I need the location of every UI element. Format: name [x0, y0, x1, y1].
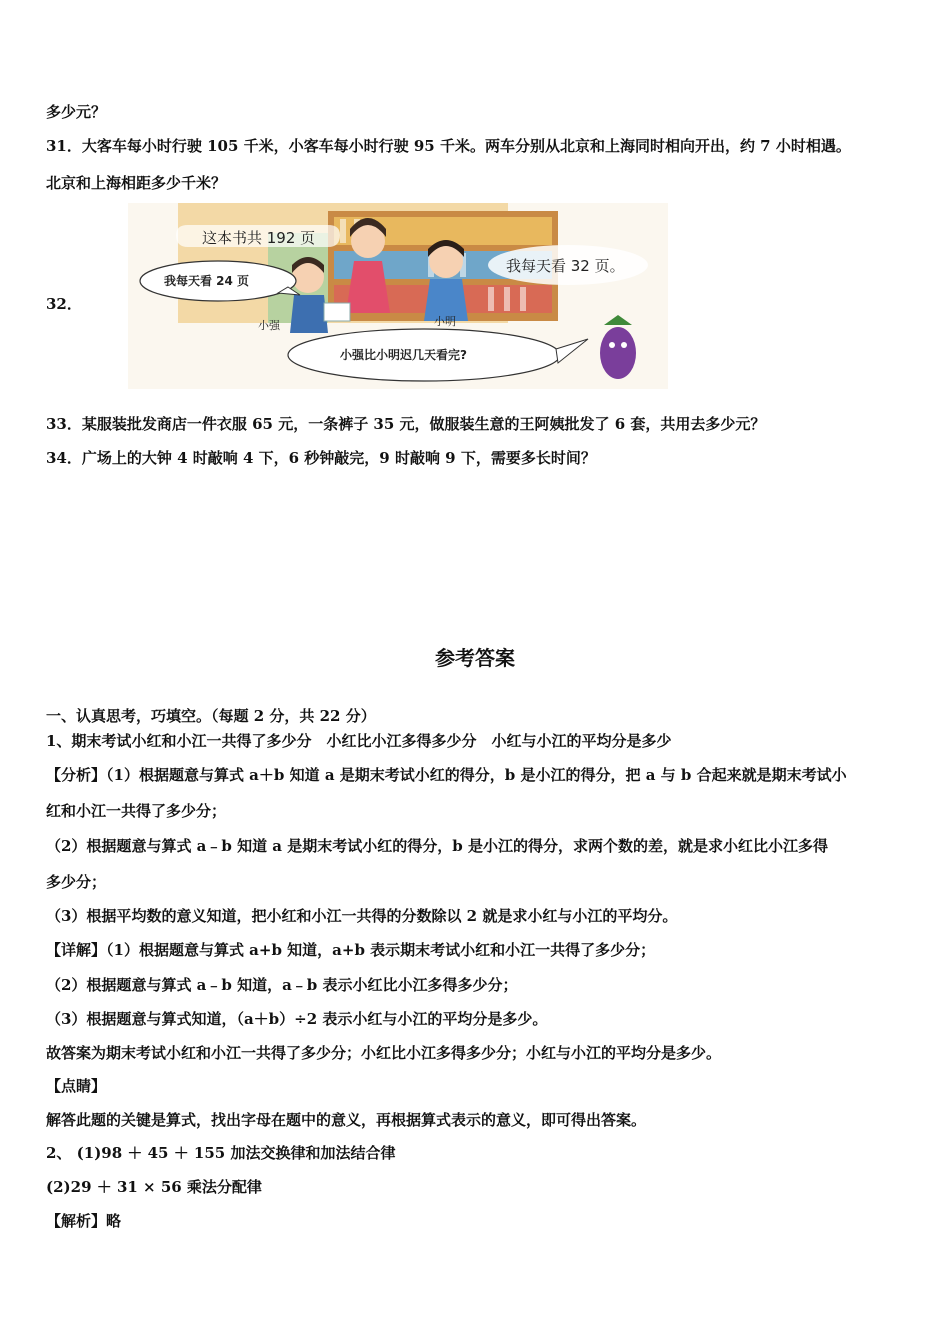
- answers-title: 参考答案: [435, 646, 515, 670]
- answer-1-detail-3: （3）根据题意与算式知道，（a＋b）÷2 表示小红与小江的平均分是多少。: [46, 1010, 548, 1028]
- bubble-xiaoming-text: 我每天看 32 页。: [506, 257, 625, 275]
- answer-1-detail-2: （2）根据题意与算式 a﹣b 知道，a﹣b 表示小红比小江多得多少分；: [46, 976, 518, 994]
- q32-number: 32．: [46, 295, 82, 313]
- answer-1-analysis-2b: 多少分；: [46, 873, 107, 891]
- q31-line1: 31．大客车每小时行驶 105 千米，小客车每小时行驶 95 千米。两车分别从北京和上海同时相向开出，约 7 小时相遇。: [46, 137, 851, 155]
- answer-1-detail-1: 【详解】（1）根据题意与算式 a+b 知道，a+b 表示期末考试小红和小江一共得了多少分；: [46, 941, 656, 959]
- answers-section-1: 一、认真思考，巧填空。（每题 2 分，共 22 分）: [46, 707, 376, 725]
- answer-1-analysis-2: （2）根据题意与算式 a﹣b 知道 a 是期末考试小红的得分，b 是小江的得分，求两个数的差，就是求小红比小江多得: [46, 837, 828, 855]
- q34: 34．广场上的大钟 4 时敲响 4 下，6 秒钟敲完，9 时敲响 9 下，需要多长时间？: [46, 449, 596, 467]
- answer-1-point: 解答此题的关键是算式，找出字母在题中的意义，再根据算式表示的意义，即可得出答案。: [46, 1111, 647, 1129]
- eggplant-mascot-icon: [600, 315, 636, 379]
- answer-1: 1、期末考试小红和小江一共得了多少分 小红比小江多得多少分 小红与小江的平均分是多少: [46, 732, 672, 750]
- answer-2-analysis: 【解析】略: [46, 1212, 122, 1230]
- question-bubble-text: 小强比小明迟几天看完?: [340, 348, 467, 362]
- q31-line2: 北京和上海相距多少千米？: [46, 174, 227, 192]
- bubble-book-text: 这本书共 192 页: [202, 229, 316, 247]
- label-xiaoqiang: 小强: [258, 319, 280, 332]
- answer-2-part-2: (2)29 ＋ 31 × 56 乘法分配律: [46, 1178, 262, 1196]
- answer-1-conclusion: 故答案为期末考试小红和小江一共得了多少分；小红比小江多得多少分；小红与小江的平均分是多少。: [46, 1044, 722, 1062]
- bubble-xiaoqiang-text: 我每天看 24 页: [164, 274, 250, 288]
- answer-1-point-label: 【点睛】: [46, 1077, 107, 1095]
- q32-illustration: [128, 203, 668, 389]
- answer-1-analysis-1b: 红和小江一共得了多少分；: [46, 802, 227, 820]
- q30-tail: 多少元？: [46, 103, 107, 121]
- answer-1-analysis-3: （3）根据平均数的意义知道，把小红和小江一共得的分数除以 2 就是求小红与小江的平均分。: [46, 907, 678, 925]
- label-xiaoming: 小明: [434, 315, 456, 328]
- q33: 33．某服装批发商店一件衣服 65 元，一条裤子 35 元，做服装生意的王阿姨批发了 6 套，共用去多少元？: [46, 415, 766, 433]
- answer-2-part-1: 2、 (1)98 ＋ 45 ＋ 155 加法交换律和加法结合律: [46, 1144, 396, 1162]
- answer-1-analysis-1: 【分析】（1）根据题意与算式 a＋b 知道 a 是期末考试小红的得分，b 是小江的得分，把 a 与 b 合起来就是期末考试小: [46, 766, 847, 784]
